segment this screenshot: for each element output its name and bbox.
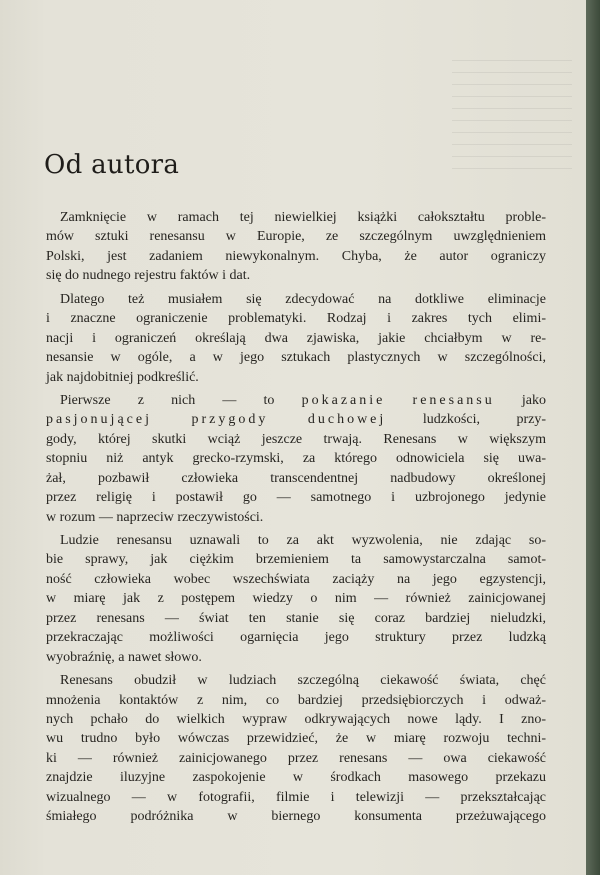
text-line: przekraczając możliwości ogarnięcia jego struktury przez ludzką	[46, 630, 546, 646]
spaced-emphasis: pokazanie	[301, 392, 386, 408]
body-text	[46, 208, 546, 831]
text-line: i znaczne ograniczenie problematyki. Rodzaj i zakres tych elimi-	[46, 311, 546, 327]
text-fragment: ludzkości, przy-	[422, 412, 547, 428]
text-fragment: Pierwsze z nich — to	[60, 392, 275, 408]
text-line	[46, 410, 546, 429]
text-line: Zamknięcie w ramach tej niewielkiej książki całokształtu proble-	[60, 210, 546, 225]
text-line: mnożenia kontaktów z nim, co bardziej przedsiębiorczych i odważ-	[46, 692, 546, 708]
text-line: bie sprawy, jak ciężkim brzemieniem ta samowystarczalna samot-	[46, 552, 546, 568]
text-line: jak najdobitniej podkreślić.	[46, 369, 199, 385]
text-line: przez religię i postawił go — samotnego i uzbrojonego jedynie	[46, 490, 546, 506]
text-line: nych pchało do wielkich wypraw odkrywających nowe lądy. I zno-	[46, 711, 546, 727]
spaced-emphasis: renesansu	[412, 392, 495, 408]
text-line: śmiałego podróżnika w biernego konsumenta przeżuwającego	[46, 809, 546, 825]
paragraph	[46, 208, 546, 286]
text-line: wu trudno było wówczas przewidzieć, że w miarę rozwoju techni-	[46, 731, 546, 747]
text-line: Renesans obudził w ludziach szczególną ciekawość świata, chęć	[60, 673, 546, 689]
paragraph	[46, 531, 546, 667]
text-line: żał, pozbawił człowieka transcendentnej nadbudowy określonej	[46, 470, 546, 486]
paragraph	[46, 290, 546, 387]
text-line: wizualnego — w fotografii, filmie i telewizji — przekształcając	[46, 789, 546, 805]
text-line: Dlatego też musiałem się zdecydować na dotkliwe eliminacje	[60, 291, 546, 307]
text-line: stopniu niż antyk grecko-rzymski, za którego odnowiciela się uwa-	[46, 451, 546, 467]
paragraph	[46, 671, 546, 827]
text-line: przez renesans — świat ten stanie się coraz bardziej nieludzki,	[46, 610, 546, 626]
text-line: wyobraźnię, a nawet słowo.	[46, 649, 202, 665]
text-line: ki — również zainicjowanego przez renesans — owa ciekawość	[46, 750, 546, 766]
show-through-text	[452, 60, 572, 180]
page-title: Od autora	[44, 150, 180, 180]
text-line: Ludzie renesansu uznawali to za akt wyzwolenia, nie zdając so-	[60, 533, 546, 548]
text-fragment: jako	[521, 392, 547, 408]
text-line: mów sztuki renesansu w Europie, ze szczególnym uwzględnieniem	[46, 229, 546, 245]
text-line: Polski, jest zadaniem niewykonalnym. Chyba, że autor ograniczy	[46, 248, 546, 264]
text-line: ność człowieka wobec wszechświata zaciąży na jego egzystencji,	[46, 571, 546, 587]
text-line: nesansie w ogóle, a w jego sztukach plastycznych w szczególności,	[46, 350, 546, 366]
text-line: znajdzie iluzyjne zaspokojenie w środkach masowego przekazu	[46, 770, 546, 786]
text-line: się do nudnego rejestru faktów i dat.	[46, 268, 251, 284]
spaced-emphasis: pasjonującej przygody duchowej	[46, 412, 387, 428]
page-edge-background	[586, 0, 600, 875]
text-line: gody, której skutki wciąż jeszcze trwają. Renesans w większym	[46, 431, 546, 447]
text-line	[46, 391, 546, 410]
text-line: nacji i ograniczeń określają dwa zjawiska, jakie chciałbym w re-	[46, 330, 546, 346]
paragraph	[46, 391, 546, 527]
text-line: w rozum — naprzeciw rzeczywistości.	[46, 509, 264, 525]
text-line: w miarę jak z postępem wiedzy o nim — również zainicjowanej	[46, 591, 546, 607]
